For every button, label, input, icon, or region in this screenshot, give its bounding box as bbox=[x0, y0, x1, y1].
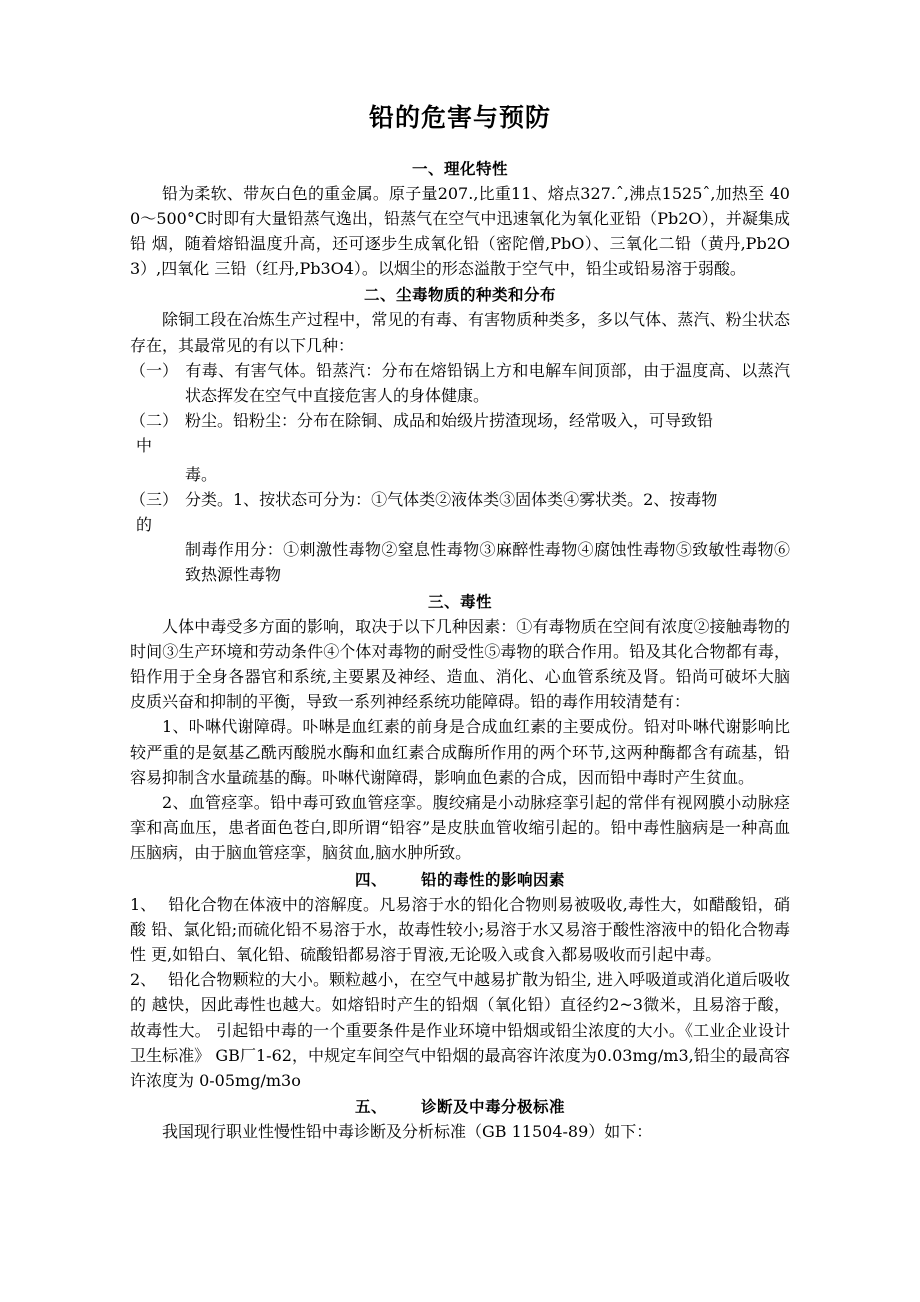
list-item-marker: （三） bbox=[130, 489, 179, 509]
orphan-fragment: 中 bbox=[136, 436, 153, 456]
list-item-marker: （一） bbox=[130, 360, 179, 380]
list-item-tail: 制毒作用分：①刺激性毒物②窒息性毒物③麻醉性毒物④腐蚀性毒物⑤致敏性毒物⑥致热源性毒物 bbox=[185, 540, 790, 585]
list-item bbox=[130, 487, 790, 512]
list-item bbox=[130, 408, 790, 433]
section-3-body: 人体中毒受多方面的影响，取决于以下几种因素：①有毒物质在空间有浓度②接触毒物的时间③生产环境和劳动条件④个体对毒物的耐受性⑤毒物的联合作用。铅及其化合物都有毒，铅作用于全身各器官和系统,主要累及神经、造血、消化、心血管系统及肾。铅尚可破坏大脑皮质兴奋和抑制的平衡，导致一系列神经系统功能障碍。铅的毒作用较清楚有： bbox=[130, 616, 790, 712]
list-item-tail: 毒。 bbox=[185, 464, 218, 484]
section-2-body: 除铜工段在冶炼生产过程中，常见的有毒、有害物质种类多，多以气体、蒸汽、粉尘状态存在，其最常见的有以下几种： bbox=[130, 310, 790, 355]
section-heading-4 bbox=[130, 870, 790, 891]
section-heading-2: 二、尘毒物质的种类和分布 bbox=[363, 285, 556, 305]
section-3-paragraph: 2、血管痉挛。铅中毒可致血管痉挛。腹绞痛是小动脉痉挛引起的常伴有视网膜小动脉痉挛和高血压，患者面色苍白,即所谓“铅容”是皮肤血管收缩引起的。铅中毒性脑病是一种高血压脑病，由于脑血管痉挛，脑贫血,脑水肿所致。 bbox=[130, 792, 790, 863]
section-heading-5-text: 诊断及中毒分极标准 bbox=[421, 1097, 566, 1117]
list-item-marker: （二） bbox=[130, 411, 179, 431]
numbered-item-text: 铅化合物颗粒的大小。颗粒越小，在空气中越易扩散为铅尘, 进入呼吸道或消化道后吸收的 越快，因此毒性也越大。如熔铅时产生的铅烟（氧化铅）直径约2~3微米，且易溶于酸，故毒性大。 引起铅中毒的一个重要条件是作业环境中铅烟或铅尘浓度的大小。《工业企业设计卫生标准》 GB厂1-62，中规定车间空气中铅烟的最高容许浓度为0.03mg/m3,铅尘的最高容许浓度为 0-05mg/m3o bbox=[130, 970, 790, 1090]
section-heading-3: 三、毒性 bbox=[427, 591, 492, 611]
section-heading-5-number: 五、 bbox=[354, 1097, 387, 1117]
section-5-body: 我国现行职业性慢性铅中毒诊断及分析标准（GB 11504-89）如下： bbox=[162, 1122, 653, 1142]
section-heading-4-text: 铅的毒性的影响因素 bbox=[421, 869, 566, 889]
page-title: 铅的危害与预防 bbox=[368, 103, 551, 132]
section-heading-4-number: 四、 bbox=[354, 869, 387, 889]
orphan-fragment: 的 bbox=[136, 515, 153, 535]
section-3-paragraph: 1、卟啉代谢障碍。卟啉是血红素的前身是合成血红素的主要成份。铅对卟啉代谢影响比较严重的是氨基乙酰丙酸脱水酶和血红素合成酶所作用的两个环节,这两种酶都含有疏基，铅容易抑制含水量疏基的酶。卟啉代谢障碍，影响血色素的合成，因而铅中毒时产生贫血。 bbox=[130, 717, 790, 787]
numbered-item-marker: 2、 bbox=[130, 970, 157, 990]
section-1-body: 铅为柔软、带灰白色的重金属。原子量207.,比重11、熔点327.ˆ,沸点1525ˆ,加热至 400〜500°C时即有大量铅蒸气逸出，铅蒸气在空气中迅速氧化为氧化亚铅（Pb2O），并凝集成铅 烟，随着熔铅温度升高，还可逐步生成氧化铅（密陀僧,PbO）、三氧化二铅（黄丹,Pb2O3）,四氧化 三铅（红丹,Pb3O4）。以烟尘的形态溢散于空气中，铅尘或铅易溶于弱酸。 bbox=[130, 183, 790, 279]
numbered-item bbox=[130, 892, 790, 968]
numbered-item bbox=[130, 967, 790, 1093]
list-item bbox=[130, 358, 790, 408]
section-heading-1: 一、理化特性 bbox=[411, 158, 508, 178]
numbered-item-text: 铅化合物在体液中的溶解度。凡易溶于水的铅化合物则易被吸收,毒性大，如醋酸铅，硝酸 铅、氯化铅;而硫化铅不易溶于水，故毒性较小;易溶于水又易溶于酸性溶液中的铅化合物毒性 更,如铅白、氧化铅、硫酸铅都易溶于胃液,无论吸入或食入都易吸收而引起中毒。 bbox=[130, 894, 790, 964]
list-item-text: 有毒、有害气体。铅蒸汽：分布在熔铅锅上方和电解车间顶部，由于温度高、以蒸汽状态挥发在空气中直接危害人的身体健康。 bbox=[185, 360, 790, 406]
section-heading-5 bbox=[130, 1097, 790, 1118]
list-item-text: 粉尘。铅粉尘：分布在除铜、成品和始级片捞渣现场，经常吸入，可导致铅 bbox=[185, 411, 714, 431]
numbered-item-marker: 1、 bbox=[130, 894, 157, 914]
document-content bbox=[130, 104, 790, 1144]
list-item-text: 分类。1、按状态可分为：①气体类②液体类③固体类④雾状类。2、按毒物 bbox=[185, 489, 718, 509]
